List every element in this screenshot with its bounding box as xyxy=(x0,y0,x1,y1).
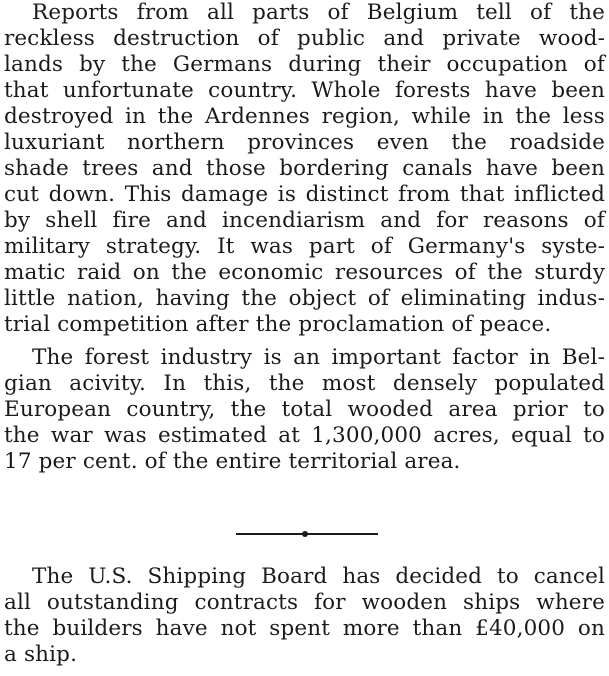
text-line: military strategy. It was part of Germany's syste- xyxy=(4,234,605,259)
text-line: by shell fire and incendiarism and for reasons of xyxy=(4,208,605,233)
text-line: reckless destruction of public and private wood- xyxy=(4,26,605,51)
text-line: a ship. xyxy=(4,642,78,667)
text-line: gian acivity. In this, the most densely populated xyxy=(4,371,605,396)
text-line: lands by the Germans during their occupation of xyxy=(4,52,605,77)
text-line: trial competition after the proclamation of peace. xyxy=(4,312,552,337)
text-line: The U.S. Shipping Board has decided to cancel xyxy=(32,564,605,589)
text-line: the builders have not spent more than £40,000 on xyxy=(4,616,605,641)
text-line: the war was estimated at 1,300,000 acres, equal to xyxy=(4,423,605,448)
text-line: shade trees and those bordering canals have been xyxy=(4,156,605,181)
text-line: cut down. This damage is distinct from that inflicted xyxy=(4,182,605,207)
text-line: matic raid on the economic resources of the sturdy xyxy=(4,260,605,285)
divider-dot xyxy=(302,531,308,537)
text-line: The forest industry is an important factor in Bel- xyxy=(32,345,605,370)
text-line: destroyed in the Ardennes region, while in the less xyxy=(4,104,605,129)
text-line: European country, the total wooded area prior to xyxy=(4,397,605,422)
text-line: that unfortunate country. Whole forests have been xyxy=(4,78,605,103)
text-line: 17 per cent. of the entire territorial area. xyxy=(4,449,461,474)
text-line: luxuriant northern provinces even the roadside xyxy=(4,130,605,155)
text-line: Reports from all parts of Belgium tell of the xyxy=(32,0,605,25)
text-line: all outstanding contracts for wooden ships where xyxy=(4,590,605,615)
text-line: little nation, having the object of eliminating indus- xyxy=(4,286,605,311)
